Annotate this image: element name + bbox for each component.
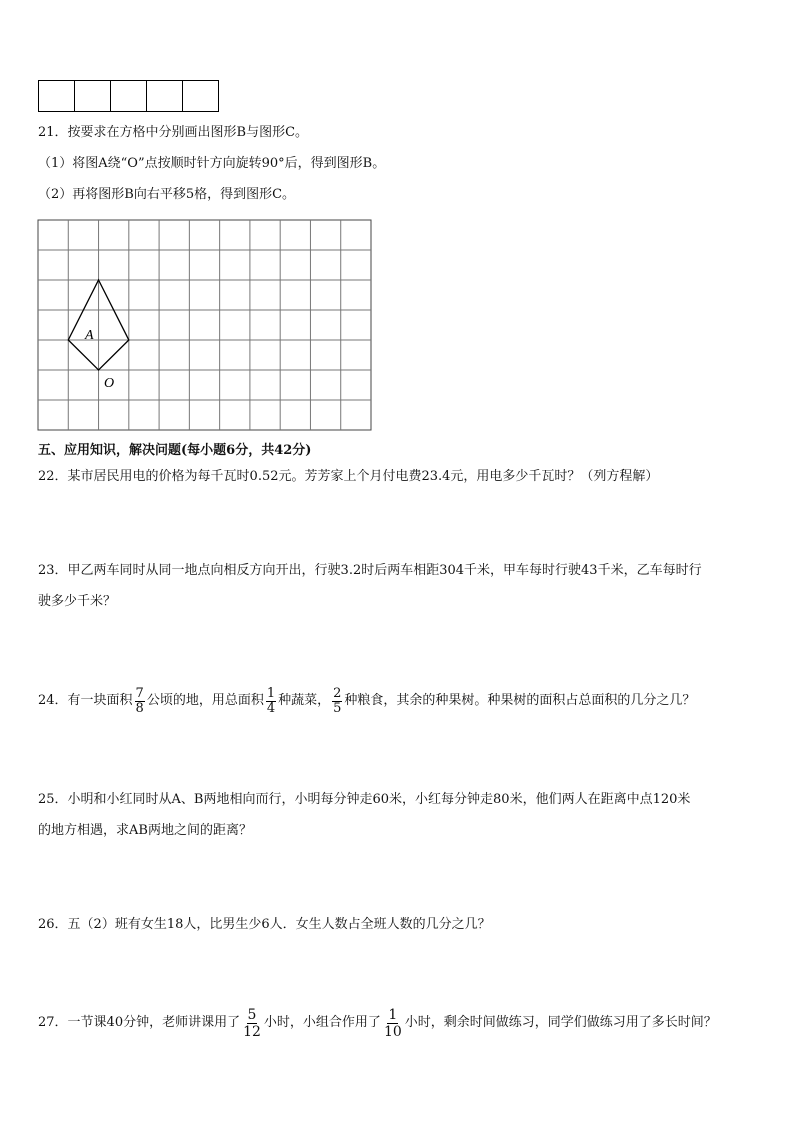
label-a: A bbox=[85, 328, 94, 343]
numerator: 1 bbox=[266, 685, 276, 701]
answer-box[interactable] bbox=[111, 81, 147, 111]
fraction-1-4 bbox=[266, 687, 276, 716]
answer-boxes bbox=[38, 80, 219, 112]
fraction-7-8 bbox=[135, 687, 145, 716]
denominator: 4 bbox=[266, 700, 276, 716]
fraction-5-12 bbox=[242, 1007, 262, 1040]
fraction-2-5 bbox=[332, 687, 342, 716]
q23-line1: 23．甲乙两车同时从同一地点向相反方向开出，行驶3.2时后两车相距304千米，甲车每时行驶43千米，乙车每时行 bbox=[38, 563, 702, 578]
numerator: 7 bbox=[135, 685, 144, 701]
q27-part2: 小时，小组合作用了 bbox=[263, 1015, 381, 1030]
answer-box[interactable] bbox=[75, 81, 111, 111]
denominator: 10 bbox=[383, 1023, 402, 1040]
section5-heading: 五、应用知识，解决问题(每小题6分，共42分) bbox=[38, 443, 312, 458]
q24-part2: 公顷的地，用总面积 bbox=[146, 693, 264, 708]
q24-part1: 24．有一块面积 bbox=[38, 693, 133, 708]
q21-title: 21．按要求在方格中分别画出图形B与图形C。 bbox=[38, 125, 309, 140]
q22-text: 22．某市居民用电的价格为每千瓦时0.52元。芳芳家上个月付电费23.4元，用电多少千瓦时？（列方程解） bbox=[38, 469, 659, 484]
label-o: O bbox=[104, 376, 115, 391]
grid-lines bbox=[38, 220, 371, 430]
q25-line2: 的地方相遇，求AB两地之间的距离？ bbox=[38, 823, 252, 838]
denominator: 8 bbox=[135, 700, 144, 716]
q24-part3: 种蔬菜， bbox=[278, 693, 331, 708]
q27-part3: 小时，剩余时间做练习，同学们做练习用了多长时间？ bbox=[404, 1015, 717, 1030]
q25-line1: 25．小明和小红同时从A、B两地相向而行，小明每分钟走60米，小红每分钟走80米，他们两人在距离中点120米 bbox=[38, 792, 691, 807]
answer-box[interactable] bbox=[183, 81, 218, 111]
numerator: 1 bbox=[388, 1006, 398, 1023]
q21-step2: （2）再将图形B向右平移5格，得到图形C。 bbox=[38, 187, 296, 202]
q21-grid-figure bbox=[36, 218, 376, 434]
q26-text: 26．五（2）班有女生18人，比男生少6人．女生人数占全班人数的几分之几？ bbox=[38, 917, 491, 932]
fraction-1-10 bbox=[383, 1007, 403, 1040]
q23-line2: 驶多少千米？ bbox=[38, 594, 117, 609]
numerator: 2 bbox=[333, 685, 342, 701]
q24-part4: 种粮食，其余的种果树。种果树的面积占总面积的几分之几？ bbox=[344, 693, 696, 708]
denominator: 12 bbox=[243, 1023, 261, 1040]
q27-part1: 27．一节课40分钟，老师讲课用了 bbox=[38, 1015, 241, 1030]
answer-box[interactable] bbox=[39, 81, 75, 111]
q27 bbox=[38, 1003, 717, 1043]
numerator: 5 bbox=[247, 1006, 257, 1023]
answer-box[interactable] bbox=[147, 81, 183, 111]
q24 bbox=[38, 683, 695, 719]
denominator: 5 bbox=[333, 700, 342, 716]
q21-step1: （1）将图A绕“O”点按顺时针方向旋转90°后，得到图形B。 bbox=[38, 156, 386, 171]
